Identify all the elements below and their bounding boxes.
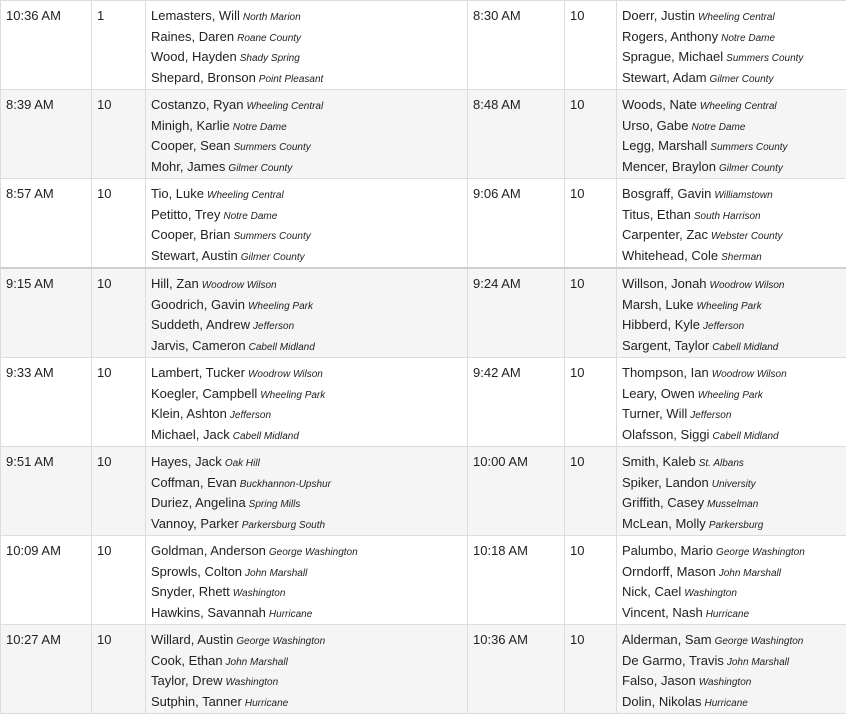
player-school: Cabell Midland: [712, 342, 778, 353]
player-school: Cabell Midland: [233, 431, 299, 442]
player-school: Cabell Midland: [249, 342, 315, 353]
player-school: George Washington: [715, 636, 804, 647]
table-row: [1, 268, 846, 358]
player-entry: [151, 296, 462, 317]
group-players-cell: [617, 179, 846, 269]
player-name: Jarvis, Cameron: [151, 338, 246, 353]
player-school: Summers County: [234, 231, 311, 242]
player-entry: [151, 316, 462, 337]
player-school: Washington: [699, 677, 752, 688]
player-school: University: [712, 479, 756, 490]
player-name: Hill, Zan: [151, 276, 199, 291]
start-hole-cell: 10: [565, 536, 617, 625]
player-school: Gilmer County: [241, 252, 305, 263]
player-name: Klein, Ashton: [151, 406, 227, 421]
player-name: Titus, Ethan: [622, 207, 691, 222]
player-school: Washington: [233, 588, 286, 599]
player-entry: [622, 158, 841, 179]
group-players-cell: [146, 1, 468, 90]
player-name: Leary, Owen: [622, 386, 695, 401]
player-name: Petitto, Trey: [151, 207, 220, 222]
start-hole-cell: 10: [565, 625, 617, 714]
player-school: Summers County: [710, 142, 787, 153]
player-entry: [622, 364, 841, 385]
start-hole-cell: 10: [92, 90, 146, 179]
player-school: George Washington: [236, 636, 325, 647]
player-name: Hawkins, Savannah: [151, 605, 266, 620]
player-entry: [622, 652, 841, 673]
player-school: Summers County: [234, 142, 311, 153]
player-name: Willard, Austin: [151, 632, 233, 647]
player-school: Point Pleasant: [259, 74, 324, 85]
player-entry: [622, 563, 841, 584]
player-school: Hurricane: [704, 698, 747, 709]
player-school: Washington: [684, 588, 737, 599]
player-entry: [622, 494, 841, 515]
player-school: Woodrow Wilson: [710, 280, 785, 291]
player-entry: [151, 474, 462, 495]
group-players-cell: [146, 179, 468, 269]
player-name: Snyder, Rhett: [151, 584, 230, 599]
tee-time-cell: 8:39 AM: [1, 90, 92, 179]
start-hole-cell: 10: [92, 625, 146, 714]
player-school: Wheeling Central: [698, 12, 775, 23]
player-entry: [151, 28, 462, 49]
player-name: Spiker, Landon: [622, 475, 709, 490]
player-entry: [622, 337, 841, 358]
player-school: Jefferson: [253, 321, 294, 332]
start-hole-cell: 10: [565, 447, 617, 536]
player-entry: [622, 453, 841, 474]
player-name: Griffith, Casey: [622, 495, 704, 510]
player-entry: [622, 206, 841, 227]
player-name: Alderman, Sam: [622, 632, 712, 647]
player-school: Jefferson: [690, 410, 731, 421]
player-school: Roane County: [237, 33, 301, 44]
player-name: Vannoy, Parker: [151, 516, 239, 531]
player-school: Sherman: [721, 252, 762, 263]
tee-time-cell: 10:36 AM: [1, 1, 92, 90]
tee-time-cell: 9:33 AM: [1, 358, 92, 447]
player-school: Williamstown: [714, 190, 772, 201]
tee-time-cell: 9:24 AM: [468, 268, 565, 358]
player-name: Doerr, Justin: [622, 8, 695, 23]
player-school: Hurricane: [706, 609, 749, 620]
player-name: Mohr, James: [151, 159, 225, 174]
player-school: John Marshall: [245, 568, 307, 579]
player-name: Hibberd, Kyle: [622, 317, 700, 332]
player-name: Duriez, Angelina: [151, 495, 246, 510]
player-name: Vincent, Nash: [622, 605, 703, 620]
start-hole-cell: 10: [92, 358, 146, 447]
player-school: George Washington: [716, 547, 805, 558]
player-school: John Marshall: [727, 657, 789, 668]
group-players-cell: [617, 536, 846, 625]
player-entry: [151, 206, 462, 227]
player-name: Cook, Ethan: [151, 653, 223, 668]
player-entry: [622, 96, 841, 117]
player-school: Summers County: [726, 53, 803, 64]
player-school: Spring Mills: [249, 499, 301, 510]
player-school: Notre Dame: [691, 122, 745, 133]
player-name: Marsh, Luke: [622, 297, 694, 312]
player-name: Koegler, Campbell: [151, 386, 257, 401]
player-name: Rogers, Anthony: [622, 29, 718, 44]
player-school: Gilmer County: [710, 74, 774, 85]
player-name: Hayes, Jack: [151, 454, 222, 469]
group-players-cell: [617, 358, 846, 447]
player-school: St. Albans: [699, 458, 744, 469]
player-entry: [151, 405, 462, 426]
start-hole-cell: 10: [565, 1, 617, 90]
player-school: Hurricane: [245, 698, 288, 709]
tee-time-cell: 10:00 AM: [468, 447, 565, 536]
player-entry: [151, 693, 462, 714]
player-name: Shepard, Bronson: [151, 70, 256, 85]
player-entry: [622, 296, 841, 317]
tee-time-cell: 9:51 AM: [1, 447, 92, 536]
player-entry: [151, 426, 462, 447]
player-school: Woodrow Wilson: [202, 280, 277, 291]
player-entry: [151, 7, 462, 28]
player-entry: [151, 117, 462, 138]
player-entry: [151, 337, 462, 358]
player-school: Musselman: [707, 499, 758, 510]
tee-time-cell: 9:15 AM: [1, 268, 92, 358]
player-entry: [151, 158, 462, 179]
player-name: Urso, Gabe: [622, 118, 688, 133]
group-players-cell: [146, 268, 468, 358]
player-entry: [151, 48, 462, 69]
player-name: Cooper, Brian: [151, 227, 231, 242]
player-name: Taylor, Drew: [151, 673, 223, 688]
player-entry: [151, 385, 462, 406]
player-school: Gilmer County: [719, 163, 783, 174]
start-hole-cell: 10: [92, 179, 146, 269]
player-name: McLean, Molly: [622, 516, 706, 531]
player-entry: [622, 185, 841, 206]
player-entry: [151, 137, 462, 158]
tee-time-cell: 10:27 AM: [1, 625, 92, 714]
player-entry: [622, 69, 841, 90]
player-name: Suddeth, Andrew: [151, 317, 250, 332]
player-school: Notre Dame: [223, 211, 277, 222]
player-entry: [622, 631, 841, 652]
player-name: Raines, Daren: [151, 29, 234, 44]
start-hole-cell: 1: [92, 1, 146, 90]
table-row: [1, 1, 846, 90]
player-entry: [622, 542, 841, 563]
player-name: Sprague, Michael: [622, 49, 723, 64]
player-name: Costanzo, Ryan: [151, 97, 244, 112]
player-name: Coffman, Evan: [151, 475, 237, 490]
player-name: Goldman, Anderson: [151, 543, 266, 558]
tee-time-cell: 8:30 AM: [468, 1, 565, 90]
player-name: Sutphin, Tanner: [151, 694, 242, 709]
player-school: Gilmer County: [228, 163, 292, 174]
player-school: Oak Hill: [225, 458, 260, 469]
player-entry: [622, 247, 841, 268]
player-school: George Washington: [269, 547, 358, 558]
player-name: Dolin, Nikolas: [622, 694, 701, 709]
player-name: Willson, Jonah: [622, 276, 707, 291]
player-name: Bosgraff, Gavin: [622, 186, 711, 201]
player-entry: [151, 672, 462, 693]
player-school: Woodrow Wilson: [712, 369, 787, 380]
player-school: Wheeling Park: [248, 301, 313, 312]
start-hole-cell: 10: [565, 179, 617, 269]
player-entry: [151, 185, 462, 206]
player-school: Washington: [226, 677, 279, 688]
player-entry: [622, 316, 841, 337]
player-school: Parkersburg South: [242, 520, 325, 531]
player-entry: [151, 247, 462, 268]
player-name: Cooper, Sean: [151, 138, 231, 153]
player-name: Sprowls, Colton: [151, 564, 242, 579]
player-school: North Marion: [243, 12, 301, 23]
player-name: Orndorff, Mason: [622, 564, 716, 579]
player-school: Wheeling Central: [207, 190, 284, 201]
group-players-cell: [617, 625, 846, 714]
tee-time-cell: 9:42 AM: [468, 358, 565, 447]
player-school: Notre Dame: [721, 33, 775, 44]
player-school: Shady Spring: [240, 53, 300, 64]
group-players-cell: [617, 1, 846, 90]
group-players-cell: [617, 268, 846, 358]
player-name: Palumbo, Mario: [622, 543, 713, 558]
player-entry: [151, 631, 462, 652]
player-entry: [151, 364, 462, 385]
player-school: Jefferson: [703, 321, 744, 332]
player-school: Parkersburg: [709, 520, 763, 531]
player-name: Smith, Kaleb: [622, 454, 696, 469]
player-entry: [151, 583, 462, 604]
table-row: [1, 536, 846, 625]
player-entry: [151, 542, 462, 563]
player-entry: [622, 275, 841, 296]
player-entry: [622, 7, 841, 28]
player-name: Tio, Luke: [151, 186, 204, 201]
player-entry: [151, 515, 462, 536]
player-school: Wheeling Central: [247, 101, 324, 112]
player-school: Buckhannon-Upshur: [240, 479, 331, 490]
player-school: John Marshall: [226, 657, 288, 668]
player-entry: [622, 672, 841, 693]
player-name: Lemasters, Will: [151, 8, 240, 23]
player-name: Goodrich, Gavin: [151, 297, 245, 312]
player-name: Lambert, Tucker: [151, 365, 245, 380]
player-name: Whitehead, Cole: [622, 248, 718, 263]
group-players-cell: [146, 625, 468, 714]
player-school: Wheeling Park: [697, 301, 762, 312]
player-school: Hurricane: [269, 609, 312, 620]
player-name: Sargent, Taylor: [622, 338, 709, 353]
table-row: [1, 90, 846, 179]
player-name: Falso, Jason: [622, 673, 696, 688]
player-entry: [151, 652, 462, 673]
player-entry: [622, 385, 841, 406]
player-entry: [622, 405, 841, 426]
player-entry: [622, 226, 841, 247]
group-players-cell: [146, 90, 468, 179]
player-school: Wheeling Park: [260, 390, 325, 401]
table-row: [1, 358, 846, 447]
player-entry: [622, 117, 841, 138]
player-name: Stewart, Adam: [622, 70, 707, 85]
start-hole-cell: 10: [565, 90, 617, 179]
tee-times-body: [1, 1, 846, 714]
player-name: Nick, Cael: [622, 584, 681, 599]
player-entry: [622, 137, 841, 158]
player-name: Woods, Nate: [622, 97, 697, 112]
group-players-cell: [617, 447, 846, 536]
player-entry: [151, 226, 462, 247]
player-name: Turner, Will: [622, 406, 687, 421]
player-entry: [151, 494, 462, 515]
start-hole-cell: 10: [565, 358, 617, 447]
player-entry: [622, 48, 841, 69]
player-name: Carpenter, Zac: [622, 227, 708, 242]
player-entry: [151, 96, 462, 117]
player-school: Wheeling Park: [698, 390, 763, 401]
player-entry: [622, 583, 841, 604]
player-name: Legg, Marshall: [622, 138, 707, 153]
player-entry: [622, 515, 841, 536]
player-name: Michael, Jack: [151, 427, 230, 442]
player-school: Wheeling Central: [700, 101, 777, 112]
player-school: Jefferson: [230, 410, 271, 421]
player-entry: [622, 28, 841, 49]
player-entry: [622, 693, 841, 714]
player-entry: [151, 563, 462, 584]
table-row: [1, 179, 846, 269]
player-name: De Garmo, Travis: [622, 653, 724, 668]
player-name: Minigh, Karlie: [151, 118, 230, 133]
table-row: [1, 447, 846, 536]
group-players-cell: [146, 447, 468, 536]
group-players-cell: [146, 536, 468, 625]
player-entry: [151, 69, 462, 90]
tee-time-cell: 10:36 AM: [468, 625, 565, 714]
start-hole-cell: 10: [565, 268, 617, 358]
player-entry: [151, 604, 462, 625]
player-entry: [622, 604, 841, 625]
player-school: Cabell Midland: [712, 431, 778, 442]
player-name: Mencer, Braylon: [622, 159, 716, 174]
player-school: John Marshall: [719, 568, 781, 579]
player-entry: [151, 275, 462, 296]
start-hole-cell: 10: [92, 268, 146, 358]
player-entry: [151, 453, 462, 474]
player-name: Olafsson, Siggi: [622, 427, 709, 442]
player-name: Thompson, Ian: [622, 365, 709, 380]
player-school: Woodrow Wilson: [248, 369, 323, 380]
start-hole-cell: 10: [92, 447, 146, 536]
player-name: Wood, Hayden: [151, 49, 237, 64]
table-row: [1, 625, 846, 714]
player-school: Notre Dame: [233, 122, 287, 133]
player-school: Webster County: [711, 231, 783, 242]
tee-time-cell: 8:48 AM: [468, 90, 565, 179]
player-school: South Harrison: [694, 211, 761, 222]
start-hole-cell: 10: [92, 536, 146, 625]
group-players-cell: [617, 90, 846, 179]
tee-time-cell: 9:06 AM: [468, 179, 565, 269]
tee-time-cell: 8:57 AM: [1, 179, 92, 269]
player-entry: [622, 474, 841, 495]
player-name: Stewart, Austin: [151, 248, 238, 263]
player-entry: [622, 426, 841, 447]
tee-time-cell: 10:18 AM: [468, 536, 565, 625]
group-players-cell: [146, 358, 468, 447]
tee-time-cell: 10:09 AM: [1, 536, 92, 625]
